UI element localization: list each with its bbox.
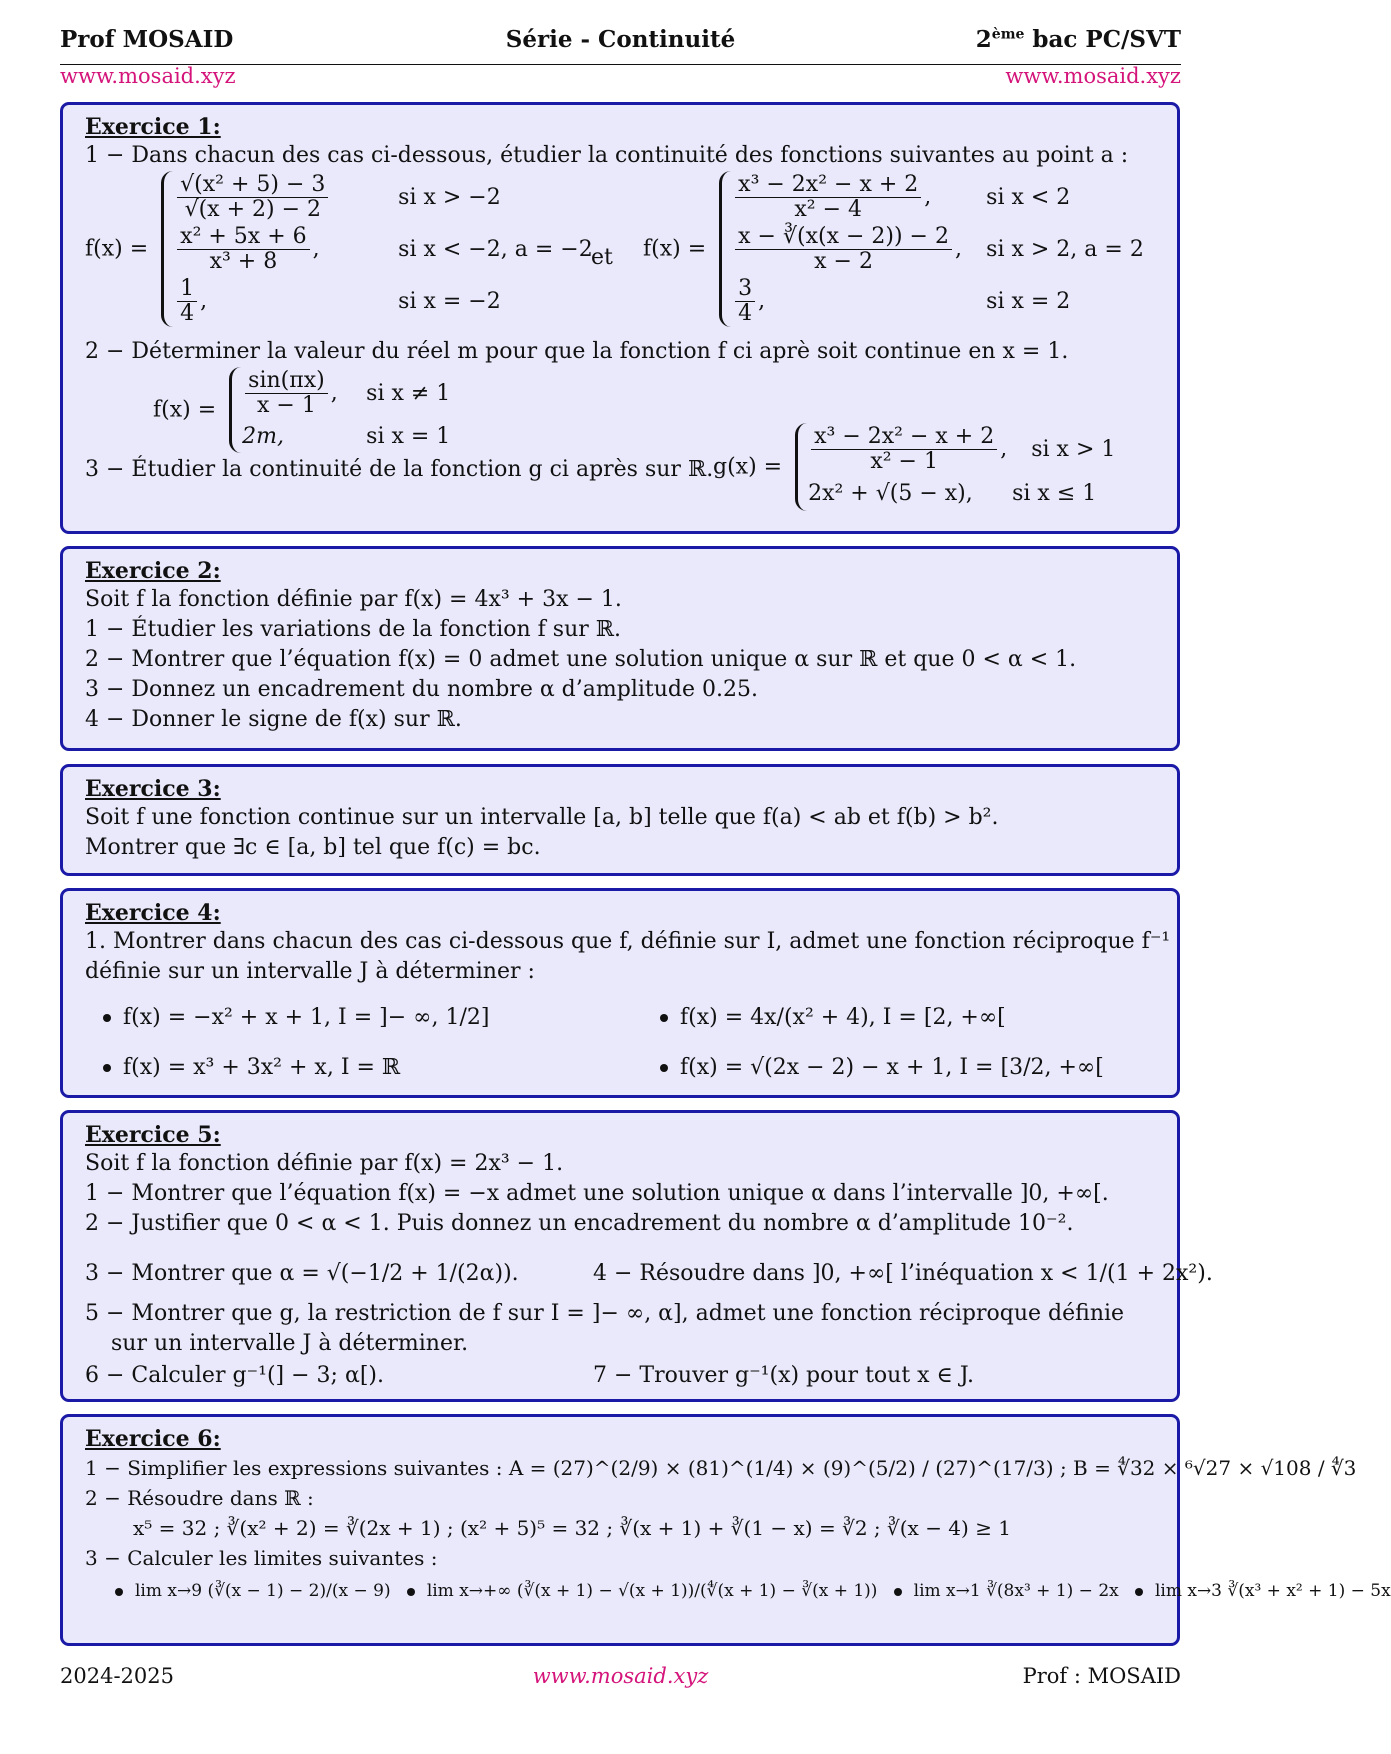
question-4: 4 − Donner le signe de f(x) sur ℝ.: [85, 707, 462, 732]
statement: Soit f la fonction définie par f(x) = 2x³ − 1.: [85, 1151, 564, 1176]
statement-line-1: 1. Montrer dans chacun des cas ci-dessous que f, définie sur I, admet une fonction réciproque f⁻¹: [85, 929, 1171, 954]
exercise-3: [60, 764, 1180, 876]
question-5-cont: sur un intervalle J à déterminer.: [111, 1331, 469, 1356]
exercise-title: Exercice 2:: [85, 558, 221, 584]
exercise-4: [60, 888, 1180, 1098]
statement-line-2: définie sur un intervalle J à déterminer :: [85, 959, 535, 984]
function-f-case-a: f(x) = $\frac{\text{√(x² + 5) − 3}}{√(x + 2) - 2}$ si x > −2 $\frac{\text{x² + 5x + 6}}{\text{x³ + 8}}$ , si x < −2, a = −2 $\frac{1}{4}$ , si x = −2: [85, 171, 593, 326]
and-word: et: [591, 245, 613, 270]
statement: Soit f une fonction continue sur un intervalle [a, b] telle que f(a) < ab et f(b) > b².: [85, 805, 999, 830]
website-right[interactable]: www.mosaid.xyz: [1005, 64, 1181, 88]
question-6: 6 − Calculer g⁻¹(] − 3; α[).: [85, 1363, 384, 1388]
case-1: f(x) = −x² + x + 1, I = ]− ∞, 1/2]: [103, 1003, 489, 1033]
case-4: f(x) = √(2x − 2) − x + 1, I = [3/2, +∞[: [660, 1053, 1104, 1083]
question-1: 1 − Simplifier les expressions suivantes : A = (27)^(2/9) × (81)^(1/4) × (9)^(5/2) / (27)^(17/3) ; B = ∜32 × ⁶√27 × √108 / ∜3: [85, 1456, 1357, 1480]
exercise-1: [60, 102, 1180, 534]
question-1: 1 − Montrer que l’équation f(x) = −x admet une solution unique α dans l’intervalle ]0, +∞[.: [85, 1181, 1109, 1206]
question-4: 4 − Résoudre dans ]0, +∞[ l’inéquation x < 1/(1 + 2x²).: [593, 1261, 1213, 1286]
question-3: 3 − Montrer que α = √(−1/2 + 1/(2α)).: [85, 1261, 519, 1286]
function-f-case-b: f(x) = $\frac{\text{x³ − 2x² − x + 2}}{\text{x² − 4}}$ , si x < 2 $\frac{x - ∛(x(x - 2)) - 2}{x - 2}$ , si x > 2, a = 2 $\frac{3}{4}$ , si x = 2: [643, 171, 1144, 326]
doc-title: Série - Continuité: [505, 26, 736, 53]
author: Prof MOSAID: [60, 26, 234, 53]
question-3: 3 − Calculer les limites suivantes :: [85, 1546, 438, 1570]
exercise-title: Exercice 5:: [85, 1122, 221, 1148]
question-2: 2 − Justifier que 0 < α < 1. Puis donnez un encadrement du nombre α d’amplitude 10⁻².: [85, 1211, 1074, 1236]
case-2: f(x) = 4x/(x² + 4), I = [2, +∞[: [660, 1003, 1006, 1033]
exercise-title: Exercice 6:: [85, 1426, 221, 1452]
statement: Soit f la fonction définie par f(x) = 4x³ + 3x − 1.: [85, 587, 622, 612]
level: 2ème bac PC/SVT: [975, 26, 1181, 53]
exercise-2: [60, 546, 1180, 751]
question-1: 1 − Dans chacun des cas ci-dessous, étudier la continuité des fonctions suivantes au point a :: [85, 143, 1129, 168]
exercise-title: Exercice 4:: [85, 900, 221, 926]
question-1: 1 − Étudier les variations de la fonction f sur ℝ.: [85, 617, 622, 642]
question-3: 3 − Étudier la continuité de la fonction g ci après sur ℝ.: [85, 457, 714, 482]
limits: lim x→9 (∛(x − 1) − 2)/(x − 9) lim x→+∞ (∛(x + 1) − √(x + 1))/(∜(x + 1) − ∛(x + 1)) lim x→1 ∛(8x³ + 1) − 2x lim x→3 ∛(x³ + x² + 1) − 5x: [85, 1573, 1155, 1609]
question-2: 2 − Montrer que l’équation f(x) = 0 admet une solution unique α sur ℝ et que 0 < α < 1.: [85, 647, 1077, 672]
function-g: g(x) = $\frac{\text{x³ − 2x² − x + 2}}{\text{x² − 1}}$ , si x > 1 2x² + √(5 − x), si x ≤ 1: [713, 423, 1115, 511]
page-header: [60, 26, 1181, 66]
exercise-5: [60, 1110, 1213, 1402]
question-3: 3 − Donnez un encadrement du nombre α d’amplitude 0.25.: [85, 677, 758, 702]
question: Montrer que ∃c ∈ [a, b] tel que f(c) = bc.: [85, 835, 541, 860]
exercise-title: Exercice 1:: [85, 114, 221, 140]
question-5: 5 − Montrer que g, la restriction de f sur I = ]− ∞, α], admet une fonction réciproque définie: [85, 1301, 1125, 1326]
equations: x⁵ = 32 ; ∛(x² + 2) = ∛(2x + 1) ; (x² + 5)⁵ = 32 ; ∛(x + 1) + ∛(1 − x) = ∛2 ; ∛(x − 4) ≥ 1: [133, 1516, 1012, 1540]
school-year: 2024-2025: [60, 1664, 174, 1688]
question-2: 2 − Résoudre dans ℝ :: [85, 1486, 314, 1510]
exercise-6: [60, 1414, 1391, 1646]
question-7: 7 − Trouver g⁻¹(x) pour tout x ∈ J.: [593, 1363, 974, 1388]
website-left[interactable]: www.mosaid.xyz: [60, 64, 236, 88]
question-2: 2 − Déterminer la valeur du réel m pour que la fonction f ci aprè soit continue en x = 1.: [85, 339, 1069, 364]
footer-author: Prof : MOSAID: [1022, 1664, 1181, 1688]
footer-website[interactable]: www.mosaid.xyz: [532, 1664, 709, 1688]
function-f-param: f(x) = $\frac{\sin(\pi x)}{x - 1}$ , si x ≠ 1 2m, si x = 1: [153, 367, 450, 453]
exercise-title: Exercice 3:: [85, 776, 221, 802]
case-3: f(x) = x³ + 3x² + x, I = ℝ: [103, 1053, 400, 1083]
